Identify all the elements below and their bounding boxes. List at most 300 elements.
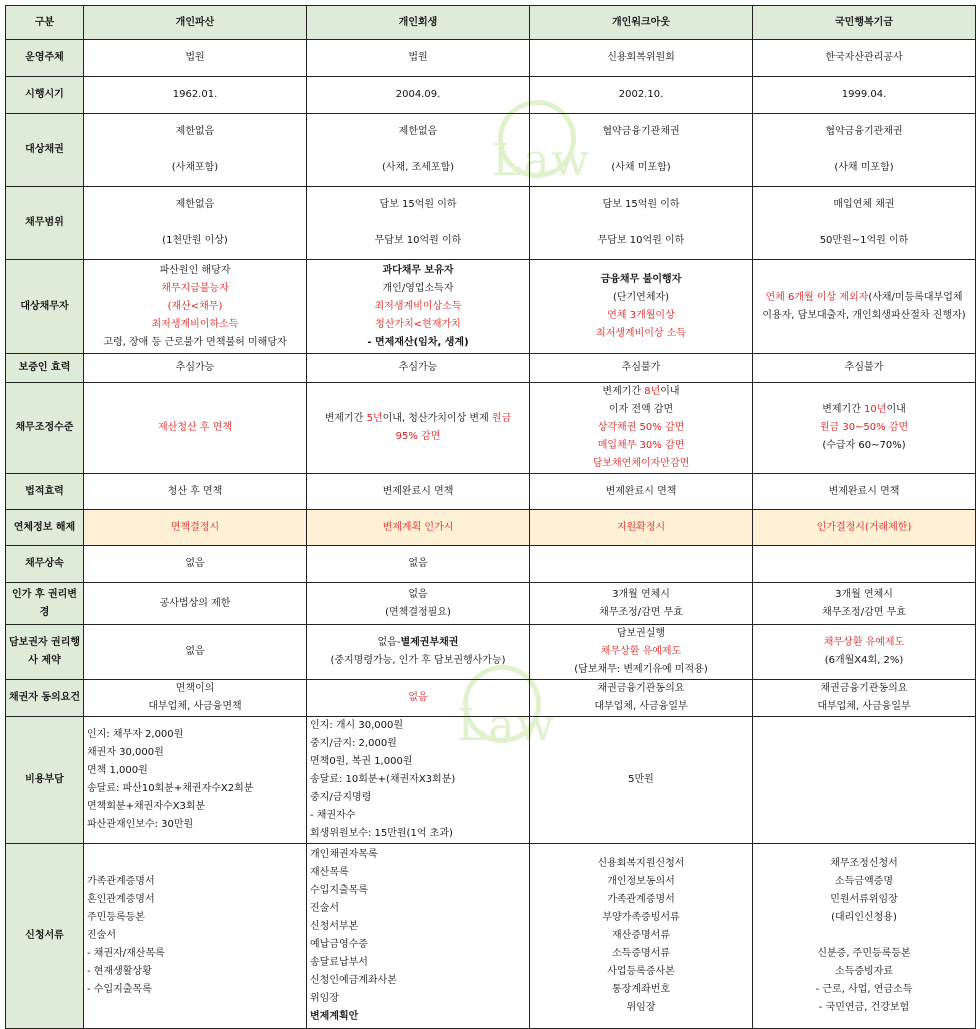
- line-gap: [309, 214, 527, 232]
- watermark-text: Law: [457, 700, 557, 751]
- cell-line: [532, 196, 750, 214]
- cell-line: [309, 483, 527, 501]
- table-row: [6, 187, 976, 260]
- cell-text: 추심불가: [844, 362, 884, 373]
- cell-text: 사업등록증사본: [607, 966, 675, 977]
- cell-line: [755, 483, 973, 501]
- cell-text: 신용회복위원회: [607, 52, 675, 63]
- cell-line: [86, 298, 304, 316]
- row-label: 대상채무자: [6, 260, 84, 354]
- cell-line: [755, 401, 973, 419]
- cell-text: (사채/미등록대부업체: [868, 291, 963, 303]
- cell-text: 없음: [408, 558, 428, 569]
- cell-line: [86, 334, 304, 352]
- cell-text: 이내: [886, 404, 906, 415]
- table-cell: [84, 510, 307, 546]
- cell-text: 담보 15억원 이하: [602, 199, 680, 210]
- cell-text: 연체 3개월이상: [607, 309, 675, 321]
- cell-text: 없음-: [377, 637, 401, 648]
- row-label: 보증인 효력: [6, 354, 84, 383]
- cell-text: 2004.09.: [395, 89, 441, 100]
- cell-text: 금융채무 불이행자: [600, 273, 682, 285]
- cell-text: 5만원: [628, 774, 654, 785]
- table-cell: [84, 546, 307, 583]
- line-gap: [755, 927, 973, 945]
- table-cell: [84, 625, 307, 680]
- cell-line: [532, 945, 750, 963]
- cell-line: [310, 825, 527, 843]
- table-cell: [530, 383, 753, 474]
- cell-line: [87, 798, 304, 816]
- cell-line: [532, 981, 750, 999]
- table-cell: [753, 583, 976, 625]
- cell-line: [755, 999, 973, 1017]
- cell-line: [87, 744, 304, 762]
- cell-line: [86, 483, 304, 501]
- cell-line: [310, 936, 527, 954]
- cell-text: 1962.01.: [172, 89, 218, 100]
- cell-line: [309, 555, 527, 573]
- table-cell: [307, 77, 530, 114]
- cell-line: [309, 652, 527, 670]
- cell-line: [86, 643, 304, 661]
- table-cell: [84, 383, 307, 474]
- cell-line: [86, 419, 304, 437]
- cell-line: [309, 123, 527, 141]
- cell-line: [755, 419, 973, 437]
- cell-text: 50만원~1억원 이하: [819, 235, 909, 246]
- cell-line: [532, 232, 750, 250]
- cell-text: 변제계획안: [310, 1011, 359, 1022]
- cell-text: 채무지급불능자: [161, 282, 229, 294]
- cell-text: (단기연체자): [612, 291, 670, 303]
- line-gap: [309, 141, 527, 159]
- cell-text: 변제계획 인가시: [382, 521, 454, 533]
- cell-text: 청산가치<현재가치: [375, 318, 461, 330]
- cell-text: 인가결정시(거래제한): [816, 521, 912, 533]
- cell-text: 면책이의: [175, 683, 215, 694]
- cell-text: 채무조정/감면 무효: [599, 606, 683, 618]
- cell-text: 이용자, 담보대출자, 개인회생파산절차 진행자): [762, 309, 966, 321]
- cell-text: 최저생계비이상 소득: [595, 327, 687, 339]
- cell-line: [755, 634, 973, 652]
- cell-text: 추심가능: [175, 362, 215, 373]
- table-row: [6, 625, 976, 680]
- cell-text: 중지/금지명령: [310, 792, 372, 803]
- cell-line: [309, 689, 527, 707]
- cell-line: [532, 325, 750, 343]
- table-cell: [753, 546, 976, 583]
- cell-text: (담보채무: 변제기유예 미적용): [574, 664, 708, 675]
- cell-line: [87, 945, 304, 963]
- cell-text: 5년: [366, 413, 383, 424]
- cell-line: [86, 86, 304, 104]
- cell-line: [309, 159, 527, 177]
- cell-text: 1999.04.: [841, 89, 887, 100]
- cell-line: [87, 891, 304, 909]
- cell-line: [310, 789, 527, 807]
- cell-text: (재산<채무): [167, 300, 223, 312]
- cell-line: [532, 855, 750, 873]
- cell-line: [532, 891, 750, 909]
- table-cell: [84, 114, 307, 187]
- cell-line: [532, 159, 750, 177]
- cell-text: 무담보 10억원 이하: [597, 235, 685, 246]
- cell-text: 이자 전액 감면: [608, 404, 674, 415]
- cell-line: [309, 49, 527, 67]
- cell-line: [532, 604, 750, 622]
- cell-text: 변제기간: [324, 413, 367, 424]
- cell-text: 송달료: 10회분+(채권자X3회분): [310, 774, 456, 785]
- cell-line: [755, 963, 973, 981]
- cell-line: [755, 437, 973, 455]
- cell-line: [755, 159, 973, 177]
- cell-text: 채권금융기관동의요: [597, 683, 685, 694]
- cell-line: [755, 519, 973, 537]
- cell-line: [310, 900, 527, 918]
- cell-text: 매입채무 30% 감면: [597, 440, 685, 451]
- table-cell: [753, 77, 976, 114]
- table-cell: [753, 260, 976, 354]
- cell-line: [87, 873, 304, 891]
- cell-line: [309, 316, 527, 334]
- cell-line: [755, 891, 973, 909]
- cell-text: 추심가능: [398, 362, 438, 373]
- cell-line: [87, 909, 304, 927]
- table-cell: [307, 625, 530, 680]
- table-cell: [530, 583, 753, 625]
- cell-text: 파산원인 해당자: [159, 264, 231, 276]
- cell-text: 제한없음: [398, 126, 438, 137]
- table-cell: [753, 510, 976, 546]
- cell-text: 소득증명서류: [612, 948, 670, 959]
- cell-text: 없음: [408, 588, 428, 600]
- table-cell: [530, 510, 753, 546]
- cell-text: 청산 후 면책: [167, 485, 223, 497]
- table-cell: [530, 474, 753, 510]
- cell-line: [532, 661, 750, 679]
- cell-line: [86, 262, 304, 280]
- cell-line: [86, 555, 304, 573]
- table-cell: [307, 717, 530, 844]
- table-cell: [530, 354, 753, 383]
- cell-line: [755, 945, 973, 963]
- cell-line: [309, 359, 527, 377]
- table-cell: [307, 354, 530, 383]
- cell-line: [309, 298, 527, 316]
- cell-line: [532, 586, 750, 604]
- table-row: [6, 114, 976, 187]
- cell-text: 법원: [185, 52, 205, 63]
- cell-text: (6개월X4회, 2%): [824, 655, 904, 666]
- cell-line: [755, 86, 973, 104]
- cell-line: [532, 271, 750, 289]
- cell-text: 소득금액증명: [835, 876, 893, 887]
- cell-line: [532, 625, 750, 643]
- line-gap: [86, 141, 304, 159]
- cell-text: 상각채권 50% 감면: [597, 422, 685, 433]
- cell-line: [755, 604, 973, 622]
- row-label: 비용부담: [6, 717, 84, 844]
- table-row: [6, 77, 976, 114]
- cell-line: [755, 652, 973, 670]
- cell-text: 변제기간: [822, 404, 865, 415]
- cell-text: 공사법상의 제한: [159, 597, 231, 609]
- cell-line: [86, 159, 304, 177]
- cell-line: [755, 586, 973, 604]
- cell-text: 변제기간: [602, 386, 645, 397]
- cell-line: [86, 595, 304, 613]
- cell-text: 가족관계증명서: [87, 876, 155, 887]
- cell-line: [309, 232, 527, 250]
- table-cell: [530, 844, 753, 1029]
- table-cell: [84, 680, 307, 717]
- table-cell: [84, 260, 307, 354]
- cell-text: 2002.10.: [618, 89, 664, 100]
- cell-line: [310, 753, 527, 771]
- cell-text: - 면제재산(임차, 생계): [367, 336, 469, 348]
- cell-line: [532, 909, 750, 927]
- cell-line: [532, 359, 750, 377]
- table-cell: [530, 546, 753, 583]
- table-cell: [84, 844, 307, 1029]
- line-gap: [532, 141, 750, 159]
- table-cell: [307, 510, 530, 546]
- cell-line: [532, 927, 750, 945]
- cell-text: 위임장: [310, 993, 339, 1004]
- cell-line: [87, 963, 304, 981]
- cell-text: - 국민연금, 건강보험: [818, 1002, 910, 1013]
- table-cell: [753, 187, 976, 260]
- cell-line: [87, 780, 304, 798]
- cell-line: [86, 359, 304, 377]
- table-row: [6, 583, 976, 625]
- cell-line: [309, 634, 527, 652]
- cell-text: 과다채무 보유자: [382, 264, 454, 276]
- table-cell: [307, 114, 530, 187]
- table-cell: [84, 717, 307, 844]
- table-cell: [84, 187, 307, 260]
- cell-line: [532, 437, 750, 455]
- cell-line: [532, 698, 750, 716]
- line-gap: [755, 214, 973, 232]
- cell-text: 담보 15억원 이하: [379, 199, 457, 210]
- table-cell: [530, 717, 753, 844]
- watermark-text: Law: [492, 135, 592, 186]
- cell-text: 개인정보동의서: [607, 876, 675, 887]
- table-row: [6, 354, 976, 383]
- cell-text: 채무조정신청서: [830, 858, 898, 869]
- cell-line: [310, 990, 527, 1008]
- table-cell: [530, 187, 753, 260]
- cell-text: 지원확정시: [616, 521, 666, 533]
- table-cell: [753, 844, 976, 1029]
- table-cell: [307, 260, 530, 354]
- cell-text: 신청서부본: [310, 921, 359, 932]
- comparison-table: [5, 5, 976, 1029]
- table-cell: [753, 40, 976, 77]
- line-gap: [755, 141, 973, 159]
- cell-line: [310, 846, 527, 864]
- cell-line: [310, 717, 527, 735]
- cell-line: [87, 762, 304, 780]
- cell-text: 중지/금지: 2,000원: [310, 738, 397, 749]
- cell-text: 통장계좌번호: [612, 984, 670, 995]
- cell-text: 변제완료시 면책: [828, 485, 900, 497]
- cell-text: 매입연체 채권: [833, 199, 895, 210]
- row-label: 법적효력: [6, 474, 84, 510]
- cell-text: 원금: [491, 413, 512, 424]
- cell-line: [532, 963, 750, 981]
- cell-text: 채권자 30,000원: [87, 747, 164, 758]
- row-label: 채권자 동의요건: [6, 680, 84, 717]
- cell-text: - 채권자/재산목록: [87, 948, 165, 959]
- cell-line: [310, 1008, 527, 1026]
- cell-line: [310, 807, 527, 825]
- cell-text: - 근로, 사업, 연금소득: [815, 984, 913, 995]
- cell-text: 재산청산 후 면책: [158, 422, 232, 433]
- cell-line: [86, 280, 304, 298]
- cell-text: 위임장: [626, 1002, 656, 1013]
- cell-text: 변제완료시 면책: [382, 485, 454, 497]
- cell-text: 최저생계비이상소득: [374, 300, 462, 312]
- cell-text: 회생위원보수: 15만원(1억 초과): [310, 828, 453, 839]
- cell-line: [755, 873, 973, 891]
- table-cell: [307, 583, 530, 625]
- cell-text: 담보채연체이자만감면: [592, 458, 690, 469]
- cell-text: 협약금융기관채권: [825, 126, 903, 137]
- cell-text: (대리인신청용): [831, 912, 897, 923]
- cell-text: 10년: [864, 404, 887, 415]
- cell-line: [532, 383, 750, 401]
- cell-line: [309, 262, 527, 280]
- cell-text: 변제완료시 면책: [605, 485, 677, 497]
- cell-text: 제한없음: [175, 199, 215, 210]
- table-cell: [753, 114, 976, 187]
- cell-text: 진술서: [310, 903, 339, 914]
- cell-line: [310, 735, 527, 753]
- cell-line: [532, 49, 750, 67]
- cell-text: 신용회복지원신청서: [597, 858, 685, 869]
- cell-text: 소득증빙자료: [835, 966, 893, 977]
- table-row: [6, 680, 976, 717]
- cell-text: 대부업체, 사금융일부: [594, 701, 688, 712]
- cell-text: 대부업체, 사금융일부: [817, 701, 911, 712]
- cell-text: 채권금융기관동의요: [820, 683, 908, 694]
- cell-line: [532, 289, 750, 307]
- cell-line: [532, 999, 750, 1017]
- cell-text: 예납금영수증: [310, 939, 368, 950]
- cell-line: [532, 419, 750, 437]
- cell-line: [309, 334, 527, 352]
- cell-text: 개인/영업소득자: [382, 282, 454, 294]
- table-cell: [307, 680, 530, 717]
- cell-text: 무담보 10억원 이하: [374, 235, 462, 246]
- cell-line: [86, 698, 304, 716]
- cell-line: [755, 49, 973, 67]
- cell-text: 인지: 개시 30,000원: [310, 720, 404, 731]
- cell-text: 고령, 장애 등 근로불가 면책불허 미해당자: [103, 336, 287, 348]
- cell-line: [755, 196, 973, 214]
- cell-line: [86, 49, 304, 67]
- cell-text: (수급자 60~70%): [822, 440, 906, 451]
- header-row: [6, 6, 976, 40]
- cell-text: 송달료: 파산10회분+채권자수X2회분: [87, 783, 254, 794]
- cell-text: 진술서: [87, 930, 116, 941]
- table-cell: [530, 114, 753, 187]
- cell-line: [86, 519, 304, 537]
- cell-text: 3개월 연체시: [835, 588, 893, 600]
- row-label: 연체정보 해제: [6, 510, 84, 546]
- cell-line: [755, 123, 973, 141]
- header-cell: 구분: [6, 6, 84, 40]
- table-row: [6, 844, 976, 1029]
- cell-text: (1천만원 이상): [162, 235, 228, 246]
- cell-text: (사채 미포함): [611, 162, 671, 173]
- cell-text: 면책회분+채권자수X3회분: [87, 801, 206, 812]
- table-cell: [307, 187, 530, 260]
- row-label: 인가 후 권리변경: [6, 583, 84, 625]
- row-label: 채무상속: [6, 546, 84, 583]
- cell-text: 재산증명서류: [612, 930, 670, 941]
- cell-text: 인지: 채무자 2,000원: [87, 729, 184, 740]
- cell-line: [86, 123, 304, 141]
- table-cell: [307, 383, 530, 474]
- cell-text: 면책0원, 복권 1,000원: [310, 756, 413, 767]
- cell-text: 원금 30~50% 감면: [819, 422, 909, 433]
- cell-text: (중지명령가능, 인가 후 담보권행사가능): [330, 655, 506, 666]
- line-gap: [532, 214, 750, 232]
- cell-line: [532, 123, 750, 141]
- cell-text: 이내: [660, 386, 680, 397]
- cell-line: [532, 519, 750, 537]
- cell-text: 수입지출목록: [310, 885, 368, 896]
- cell-line: [532, 873, 750, 891]
- cell-line: [87, 981, 304, 999]
- cell-text: 채무상환 유예제도: [600, 646, 682, 657]
- cell-line: [532, 86, 750, 104]
- cell-line: [86, 316, 304, 334]
- cell-text: 95% 감면: [395, 431, 441, 442]
- cell-line: [309, 196, 527, 214]
- row-label: 채무범위: [6, 187, 84, 260]
- table-cell: [84, 474, 307, 510]
- table-cell: [307, 474, 530, 510]
- table-cell: [753, 474, 976, 510]
- cell-line: [309, 604, 527, 622]
- cell-line: [310, 954, 527, 972]
- cell-line: [755, 289, 973, 307]
- cell-line: [532, 643, 750, 661]
- cell-text: 담보권실행: [616, 628, 666, 639]
- cell-line: [755, 359, 973, 377]
- row-label: 대상채권: [6, 114, 84, 187]
- table-row: [6, 260, 976, 354]
- cell-line: [532, 483, 750, 501]
- cell-text: 연체 6개월 이상 제외자: [765, 291, 869, 303]
- cell-text: 협약금융기관채권: [602, 126, 680, 137]
- table-cell: [753, 625, 976, 680]
- cell-line: [86, 232, 304, 250]
- row-label: 운영주체: [6, 40, 84, 77]
- cell-text: 면책결정시: [170, 521, 220, 533]
- cell-line: [310, 882, 527, 900]
- cell-text: 신분증, 주민등록등본: [817, 948, 911, 959]
- cell-text: 이내, 청산가치이상 변제: [382, 413, 492, 424]
- table-row: [6, 717, 976, 844]
- cell-line: [532, 307, 750, 325]
- cell-text: 파산관재인보수: 30만원: [87, 819, 194, 830]
